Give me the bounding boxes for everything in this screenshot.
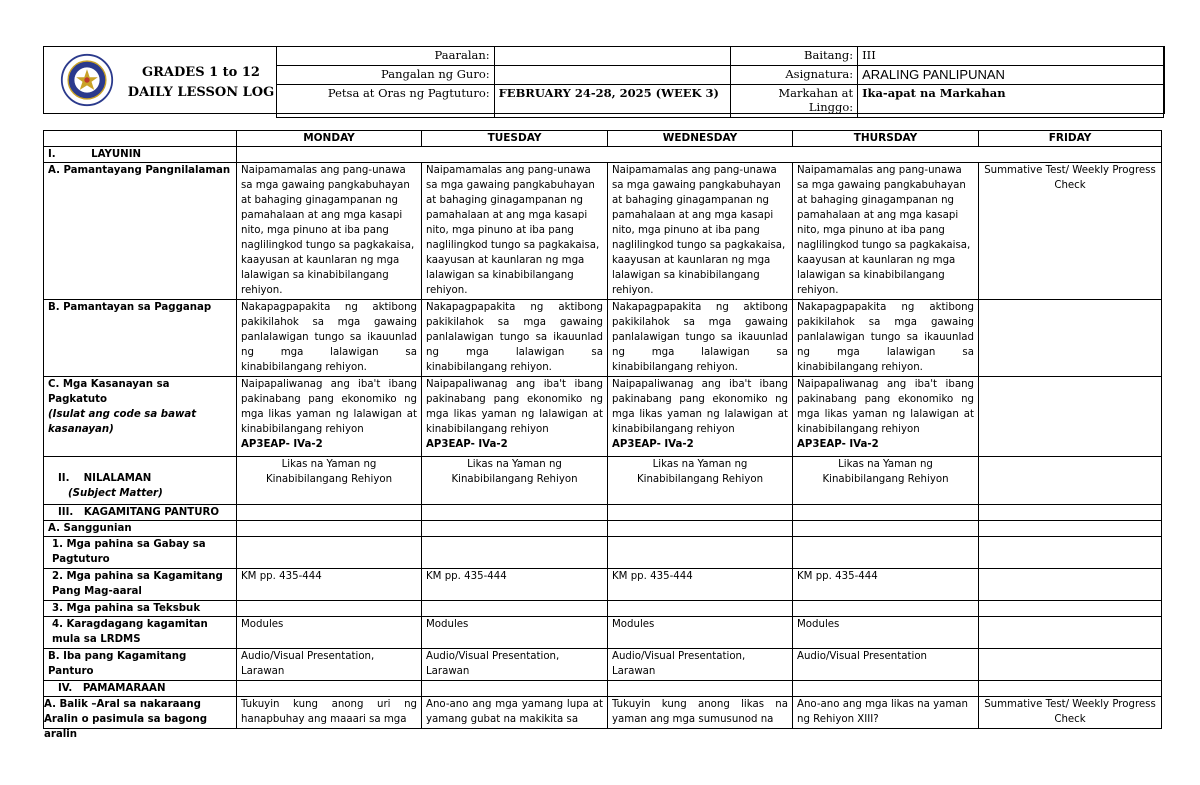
school-value [494, 47, 730, 66]
day-header-thursday: THURSDAY [793, 131, 979, 147]
teacher-value [494, 66, 730, 85]
cell-kasanayan-tuesday [422, 377, 608, 457]
empty-cell [237, 537, 422, 569]
table-row [44, 457, 1162, 505]
empty-cell [793, 681, 979, 697]
empty-cell [608, 681, 793, 697]
empty-cell [979, 537, 1162, 569]
section-layunin: I. LAYUNIN [44, 147, 237, 163]
cell-balik-friday [979, 697, 1162, 729]
label-kasanayan [44, 377, 237, 457]
table-row [44, 649, 1162, 681]
cell-kasanayan-wednesday [608, 377, 793, 457]
label-teksbuk: 3. Mga pahina sa Teksbuk [44, 601, 237, 617]
dll-header [43, 46, 1165, 114]
label-sanggunian: A. Sanggunian [44, 521, 237, 537]
dll-title [126, 63, 276, 103]
corner-cell [44, 131, 237, 147]
table-row [44, 601, 1162, 617]
table-row [44, 569, 1162, 601]
empty-cell [979, 569, 1162, 601]
teacher-label: Pangalan ng Guro: [277, 66, 495, 85]
school-label: Paaralan: [277, 47, 495, 66]
empty-cell [237, 601, 422, 617]
day-header-tuesday: TUESDAY [422, 131, 608, 147]
cell-iba-tuesday: Audio/Visual Presentation, Larawan [422, 649, 608, 681]
empty-cell [422, 521, 608, 537]
grade-label: Baitang: [730, 47, 857, 66]
title-line-1: GRADES 1 to 12 [142, 65, 260, 80]
label-gabay: 1. Mga pahina sa Gabay sa Pagtuturo [44, 537, 237, 569]
kasanayan-text: Naipapaliwanag ang iba't ibang pakinabang pang ekonomiko ng mga likas yaman ng lalawigan at kinabibilangang rehiyon [797, 379, 974, 435]
empty-cell [237, 521, 422, 537]
cell-pagganap-monday: Nakapagpapakita ng aktibong pakikilahok sa mga gawaing panlalawigan tungo sa ikauunlad ng mga lalawigan sa kinabibilangang rehiyon. [237, 300, 422, 377]
empty-cell [608, 505, 793, 521]
empty-cell [793, 521, 979, 537]
cell-kasanayan-thursday [793, 377, 979, 457]
cell-km-tuesday: KM pp. 435-444 [422, 569, 608, 601]
deped-seal-icon [60, 53, 114, 107]
lesson-log-table [43, 130, 1162, 740]
cell-modules-monday: Modules [237, 617, 422, 649]
kasanayan-code: AP3EAP- IVa-2 [612, 439, 694, 450]
quarter-value: Ika-apat na Markahan [858, 85, 1164, 118]
label-nilalaman [44, 457, 237, 505]
cell-balik-wednesday [608, 697, 793, 729]
subject-label: Asignatura: [730, 66, 857, 85]
empty-cell [422, 681, 608, 697]
table-row [44, 537, 1162, 569]
cell-km-monday: KM pp. 435-444 [237, 569, 422, 601]
cell-balik-tuesday [422, 697, 608, 729]
empty-cell [979, 457, 1162, 505]
empty-cell [979, 601, 1162, 617]
table-row [44, 300, 1162, 377]
table-row [44, 505, 1162, 521]
empty-cell [608, 521, 793, 537]
empty-cell [237, 505, 422, 521]
table-row [44, 147, 1162, 163]
table-row [44, 617, 1162, 649]
empty-cell [979, 521, 1162, 537]
cell-pamantayang-tuesday: Naipamamalas ang pang-unawa sa mga gawaing pangkabuhayan at bahaging ginagampanan ng pamahalaan at ang mga kasapi nito, mga pinuno at iba pang naglilingkod tungo sa pagkakaisa, kaayusan at kaunlaran ng mga lalawigan sa kinabibilangang rehiyon. [422, 163, 608, 300]
cell-modules-thursday: Modules [793, 617, 979, 649]
table-row [44, 697, 1162, 729]
cell-iba-wednesday: Audio/Visual Presentation, Larawan [608, 649, 793, 681]
cell-iba-thursday: Audio/Visual Presentation [793, 649, 979, 681]
cell-modules-wednesday: Modules [608, 617, 793, 649]
cell-nilalaman-tuesday: Likas na Yaman ng Kinabibilangang Rehiyon [422, 457, 608, 505]
date-label: Petsa at Oras ng Pagtuturo: [277, 85, 495, 118]
label-kagamitang-mag-aaral: 2. Mga pahina sa Kagamitang Pang Mag-aaral [44, 569, 237, 601]
empty-cell [979, 300, 1162, 377]
header-info-table [276, 46, 1164, 118]
kasanayan-code: AP3EAP- IVa-2 [797, 439, 879, 450]
kasanayan-text: Naipapaliwanag ang iba't ibang pakinabang pang ekonomiko ng mga likas yaman ng lalawigan at kinabibilangang rehiyon [241, 379, 417, 435]
empty-cell [979, 681, 1162, 697]
label-pamantayang-pangnilalaman: A. Pamantayang Pangnilalaman [44, 163, 237, 300]
label-iba-pang-kagamitan: B. Iba pang Kagamitang Panturo [44, 649, 237, 681]
nilalaman-title: II. NILALAMAN [58, 473, 152, 484]
empty-cell [608, 601, 793, 617]
day-header-wednesday: WEDNESDAY [608, 131, 793, 147]
cell-balik-monday [237, 697, 422, 729]
cell-pamantayang-wednesday: Naipamamalas ang pang-unawa sa mga gawaing pangkabuhayan at bahaging ginagampanan ng pamahalaan at ang mga kasapi nito, mga pinuno at iba pang naglilingkod tungo sa pagkakaisa, kaayusan at kaunlaran ng mga lalawigan sa kinabibilangang rehiyon. [608, 163, 793, 300]
kasanayan-text: Naipapaliwanag ang iba't ibang pakinabang pang ekonomiko ng mga likas yaman ng lalawigan at kinabibilangang rehiyon [426, 379, 603, 435]
empty-cell [237, 681, 422, 697]
cell-pamantayang-thursday: Naipamamalas ang pang-unawa sa mga gawaing pangkabuhayan at bahaging ginagampanan ng pamahalaan at ang mga kasapi nito, mga pinuno at iba pang naglilingkod tungo sa pagkakaisa, kaayusan at kaunlaran ng mga lalawigan sa kinabibilangang rehiyon. [793, 163, 979, 300]
cell-pagganap-tuesday: Nakapagpapakita ng aktibong pakikilahok sa mga gawaing panlalawigan tungo sa ikauunlad ng mga lalawigan sa kinabibilangang rehiyon. [422, 300, 608, 377]
cell-balik-thursday [793, 697, 979, 729]
balik-monday-text: Tukuyin kung anong uri ng hanapbuhay ang maaari sa mga [241, 699, 417, 725]
empty-cell [422, 601, 608, 617]
cell-km-thursday: KM pp. 435-444 [793, 569, 979, 601]
nilalaman-note: (Subject Matter) [68, 488, 163, 499]
grade-value: III [858, 47, 1164, 66]
empty-cell [608, 537, 793, 569]
empty-cell [422, 505, 608, 521]
title-line-2: DAILY LESSON LOG [127, 85, 275, 100]
kasanayan-text: Naipapaliwanag ang iba't ibang pakinabang pang ekonomiko ng mga likas yaman ng lalawigan at kinabibilangang rehiyon [612, 379, 788, 435]
balik-friday-text: Summative Test/ Weekly Progress Check [984, 699, 1156, 725]
kasanayan-note: (Isulat ang code sa bawat kasanayan) [48, 409, 197, 435]
quarter-label: Markahan at Linggo: [730, 85, 857, 118]
cell-nilalaman-wednesday: Likas na Yaman ng Kinabibilangang Rehiyon [608, 457, 793, 505]
empty-cell [979, 377, 1162, 457]
cell-pagganap-wednesday: Nakapagpapakita ng aktibong pakikilahok sa mga gawaing panlalawigan tungo sa ikauunlad ng mga lalawigan sa kinabibilangang rehiyon. [608, 300, 793, 377]
cell-km-wednesday: KM pp. 435-444 [608, 569, 793, 601]
table-row [44, 163, 1162, 300]
table-row [44, 377, 1162, 457]
cell-nilalaman-thursday: Likas na Yaman ng Kinabibilangang Rehiyon [793, 457, 979, 505]
empty-cell [979, 617, 1162, 649]
cell-pamantayang-friday: Summative Test/ Weekly Progress Check [979, 163, 1162, 300]
date-value: FEBRUARY 24-28, 2025 (WEEK 3) [494, 85, 730, 118]
empty-cell [979, 505, 1162, 521]
cell-modules-tuesday: Modules [422, 617, 608, 649]
label-pamantayan-pagganap: B. Pamantayan sa Pagganap [44, 300, 237, 377]
empty-cell [979, 649, 1162, 681]
kasanayan-code: AP3EAP- IVa-2 [426, 439, 508, 450]
empty-cell [793, 601, 979, 617]
empty-cell [237, 147, 1162, 163]
day-header-friday: FRIDAY [979, 131, 1162, 147]
label-kagamitang-panturo: III. KAGAMITANG PANTURO [44, 505, 237, 521]
balik-thursday-text: Ano-ano ang mga likas na yaman ng Rehiyon XIII? [797, 699, 968, 725]
empty-cell [422, 537, 608, 569]
cell-iba-monday: Audio/Visual Presentation, Larawan [237, 649, 422, 681]
label-pamamaraan: IV. PAMAMARAAN [44, 681, 237, 697]
cell-pagganap-thursday: Nakapagpapakita ng aktibong pakikilahok sa mga gawaing panlalawigan tungo sa ikauunlad ng mga lalawigan sa kinabibilangang rehiyon. [793, 300, 979, 377]
cell-pamantayang-monday: Naipamamalas ang pang-unawa sa mga gawaing pangkabuhayan at bahaging ginagampanan ng pamahalaan at ang mga kasapi nito, mga pinuno at iba pang naglilingkod tungo sa pagkakaisa, kaayusan at kaunlaran ng mga lalawigan sa kinabibilangang rehiyon. [237, 163, 422, 300]
balik-wednesday-text: Tukuyin kung anong likas na yaman ang mga sumusunod na [612, 699, 788, 725]
balik-tuesday-text: Ano-ano ang mga yamang lupa at yamang gubat na makikita sa [426, 699, 603, 725]
balik-aral-text: A. Balik –Aral sa nakaraang Aralin o pasimula sa bagong aralin [44, 699, 208, 740]
kasanayan-title: C. Mga Kasanayan sa Pagkatuto [48, 379, 170, 405]
cell-kasanayan-monday [237, 377, 422, 457]
table-row [44, 681, 1162, 697]
table-row [44, 131, 1162, 147]
subject-value: ARALING PANLIPUNAN [858, 66, 1164, 85]
empty-cell [793, 505, 979, 521]
table-row [44, 521, 1162, 537]
kasanayan-code: AP3EAP- IVa-2 [241, 439, 323, 450]
day-header-monday: MONDAY [237, 131, 422, 147]
label-karagdagang: 4. Karagdagang kagamitan mula sa LRDMS [44, 617, 237, 649]
label-balik-aral [44, 697, 237, 740]
empty-cell [793, 537, 979, 569]
cell-nilalaman-monday: Likas na Yaman ng Kinabibilangang Rehiyon [237, 457, 422, 505]
